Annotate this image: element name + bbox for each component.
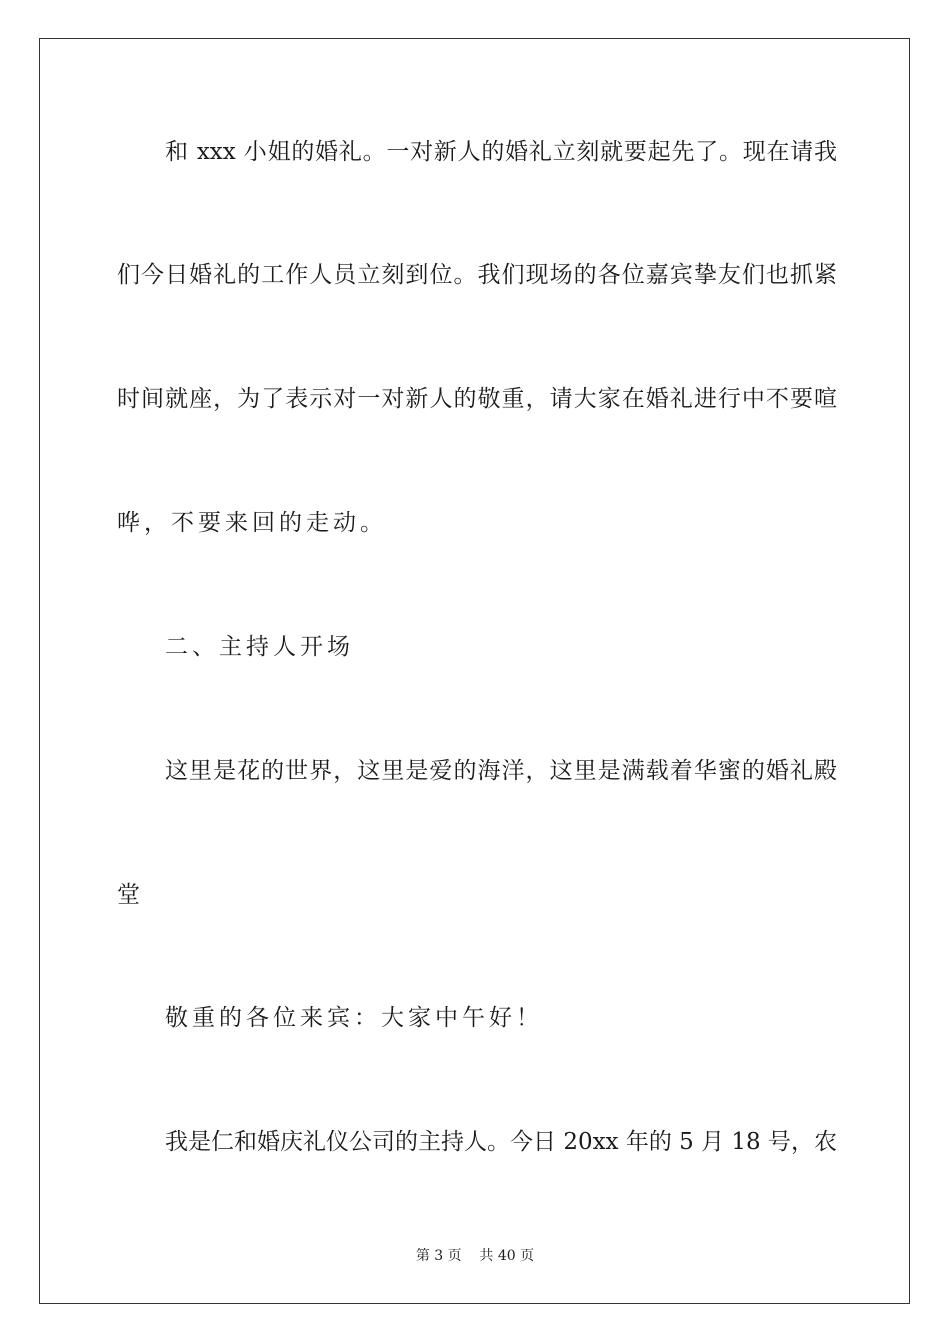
page-number-footer: 第 3 页 共 40 页 — [415, 1248, 535, 1264]
page-frame — [39, 38, 910, 1304]
paragraph-line-5: 这里是花的世界，这里是爱的海洋，这里是满载着华蜜的婚礼殿 — [165, 758, 837, 784]
paragraph-line-7: 敬重的各位来宾：大家中午好！ — [165, 1005, 543, 1031]
paragraph-line-6: 堂 — [117, 882, 144, 908]
paragraph-line-3: 时间就座，为了表示对一对新人的敬重，请大家在婚礼进行中不要喧 — [117, 386, 837, 412]
paragraph-line-4: 哗，不要来回的走动。 — [117, 510, 387, 536]
paragraph-line-8: 我是仁和婚庆礼仪公司的主持人。今日 20xx 年的 5 月 18 号，农 — [165, 1129, 837, 1155]
paragraph-line-1: 和 xxx 小姐的婚礼。一对新人的婚礼立刻就要起先了。现在请我 — [165, 139, 837, 165]
section-heading: 二、主持人开场 — [165, 634, 354, 660]
paragraph-line-2: 们今日婚礼的工作人员立刻到位。我们现场的各位嘉宾挚友们也抓紧 — [117, 262, 837, 288]
